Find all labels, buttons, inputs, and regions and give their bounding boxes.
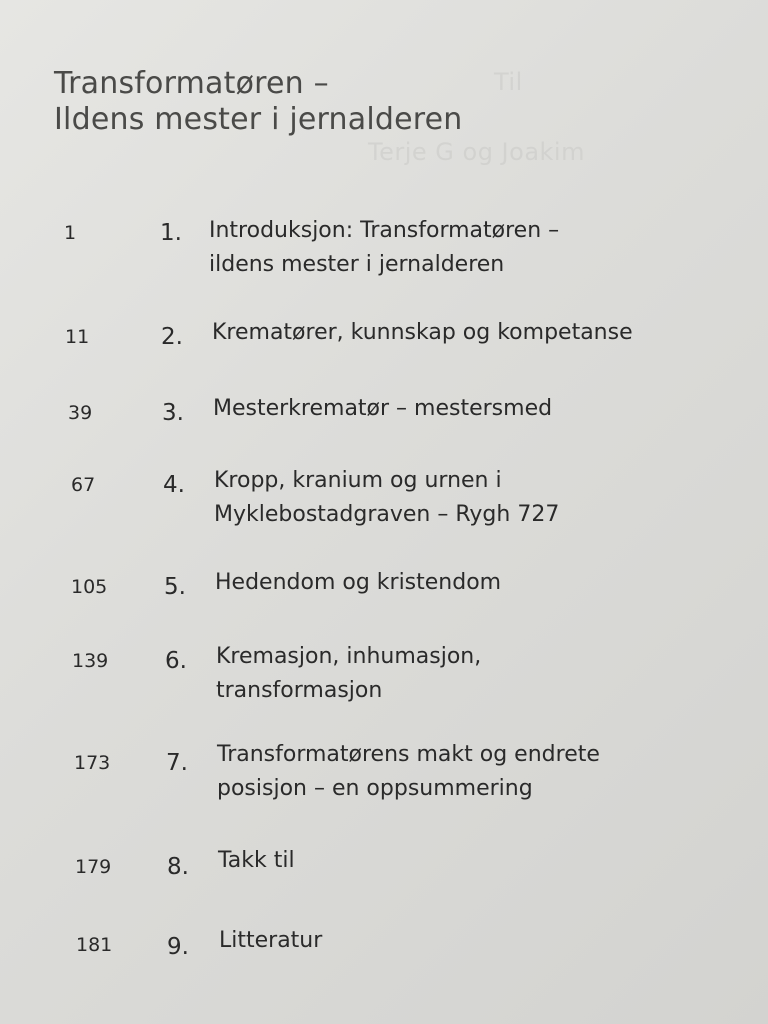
toc-title-line: Krematører, kunnskap og kompetanse <box>212 320 633 345</box>
toc-chapter-number: 3. <box>162 400 184 426</box>
toc-page-number: 105 <box>71 576 108 598</box>
toc-chapter-title <box>214 464 734 532</box>
toc-page-number: 1 <box>64 222 77 244</box>
toc-title-line: posisjon – en oppsummering <box>217 776 533 801</box>
toc-chapter-title <box>219 924 739 958</box>
toc-chapter-title <box>217 738 737 806</box>
toc-chapter-title <box>215 566 735 600</box>
toc-title-line: transformasjon <box>216 678 383 703</box>
toc-title-line: Myklebostadgraven – Rygh 727 <box>214 502 560 527</box>
show-through-dedication-til: Til <box>494 68 523 96</box>
show-through-dedication-names: Terje G og Joakim <box>368 138 585 166</box>
toc-title-line: Hedendom og kristendom <box>215 570 502 595</box>
toc-chapter-number: 8. <box>167 854 189 880</box>
toc-title-line: Introduksjon: Transformatøren – <box>209 218 560 243</box>
toc-title-line: Takk til <box>218 848 295 873</box>
toc-chapter-number: 1. <box>160 220 182 246</box>
book-title-line-2: Ildens mester i jernalderen <box>54 102 463 137</box>
toc-page-number: 67 <box>71 474 96 496</box>
book-title-line-1: Transformatøren – <box>54 66 329 101</box>
book-title <box>54 66 463 138</box>
toc-page-number: 181 <box>76 934 113 956</box>
toc-page-number: 179 <box>75 856 112 878</box>
toc-chapter-title <box>218 844 738 878</box>
toc-chapter-number: 4. <box>163 472 185 498</box>
toc-page-number: 11 <box>65 326 90 348</box>
toc-chapter-number: 2. <box>161 324 183 350</box>
toc-chapter-number: 7. <box>166 750 188 776</box>
toc-title-line: ildens mester i jernalderen <box>209 252 505 277</box>
toc-page-number: 173 <box>74 752 111 774</box>
toc-page-number: 39 <box>68 402 93 424</box>
toc-chapter-number: 5. <box>164 574 186 600</box>
toc-page-number: 139 <box>72 650 109 672</box>
toc-title-line: Kremasjon, inhumasjon, <box>216 644 482 669</box>
toc-title-line: Transformatørens makt og endrete <box>217 742 600 767</box>
toc-title-line: Litteratur <box>219 928 323 953</box>
toc-title-line: Kropp, kranium og urnen i <box>214 468 502 493</box>
toc-chapter-title <box>209 214 729 282</box>
toc-chapter-title <box>213 392 733 426</box>
toc-chapter-title <box>212 316 732 350</box>
toc-chapter-title <box>216 640 736 708</box>
toc-title-line: Mesterkrematør – mestersmed <box>213 396 553 421</box>
toc-chapter-number: 9. <box>167 934 189 960</box>
toc-chapter-number: 6. <box>165 648 187 674</box>
